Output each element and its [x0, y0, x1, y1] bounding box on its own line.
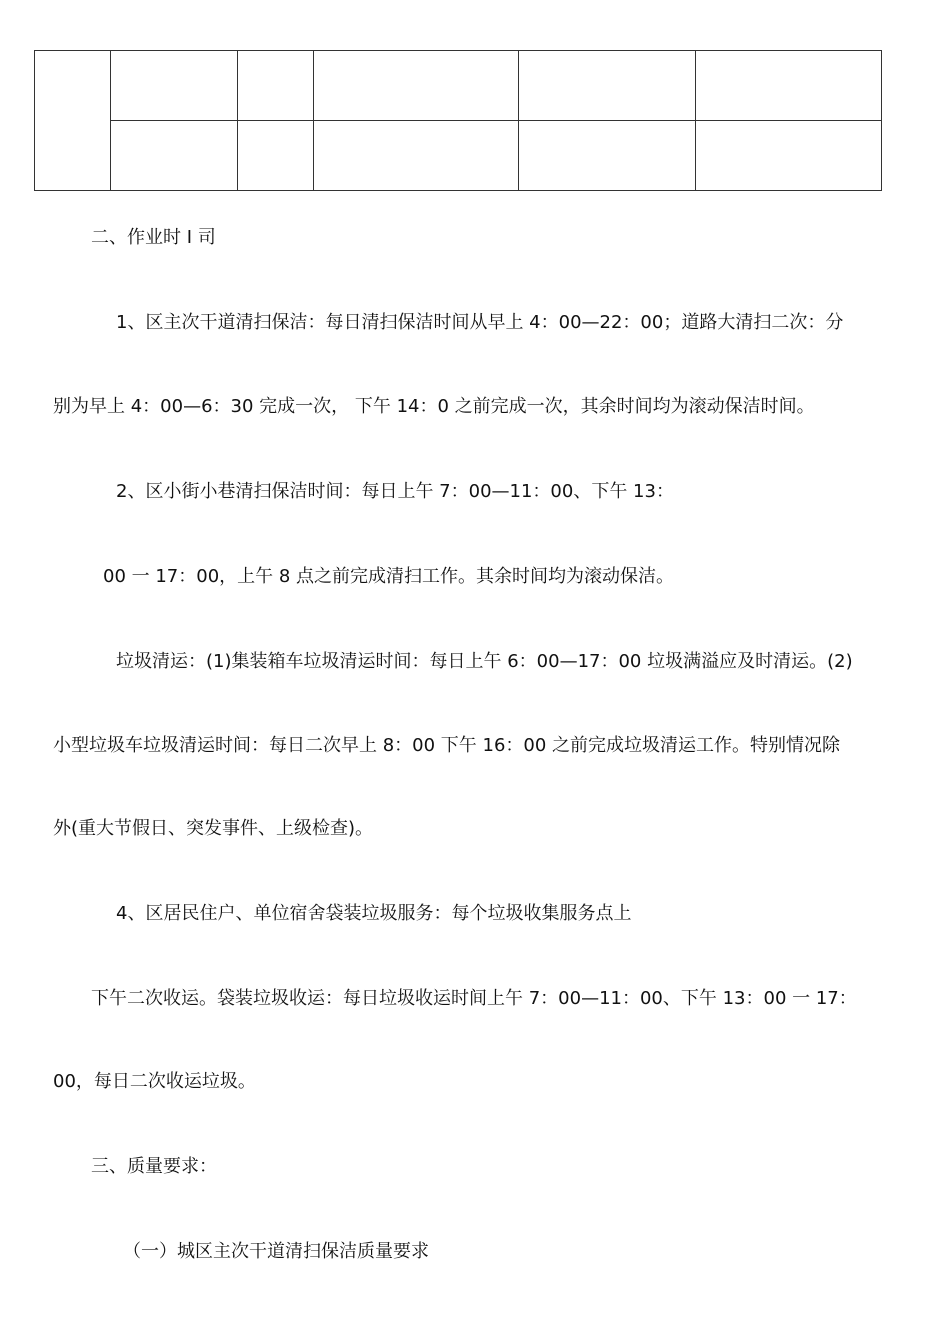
schedule-table-fragment — [34, 50, 882, 191]
table-cell — [111, 51, 238, 121]
paragraph-bagged-garbage-line3: 00，每日二次收运垃圾。 — [53, 1071, 256, 1092]
table-cell — [696, 121, 882, 191]
paragraph-bagged-garbage-line2: 下午二次收运。袋装垃圾收运：每日垃圾收运时间上午 7：00—11：00、下午 13：00 一 17： — [91, 988, 857, 1009]
table-cell — [314, 51, 519, 121]
paragraph-garbage-transport-line2: 小型垃圾车垃圾清运时间：每日二次早上 8：00 下午 16：00 之前完成垃圾清运工作。特别情况除 — [53, 735, 841, 756]
paragraph-main-roads-line1: 1、区主次干道清扫保洁：每日清扫保洁时间从早上 4：00—22：00；道路大清扫二次：分 — [116, 312, 844, 333]
table-cell — [696, 51, 882, 121]
paragraph-main-roads-line2: 别为早上 4：00—6：30 完成一次， 下午 14：0 之前完成一次，其余时间均为滚动保洁时间。 — [53, 396, 815, 417]
table-cell — [111, 121, 238, 191]
table-cell — [238, 51, 314, 121]
table-row — [35, 121, 882, 191]
table-cell — [314, 121, 519, 191]
section-heading-quality: 三、质量要求： — [91, 1156, 217, 1177]
table-cell — [519, 51, 696, 121]
paragraph-garbage-transport-line1: 垃圾清运：(1)集装箱车垃圾清运时间：每日上午 6：00—17：00 垃圾满溢应及时清运。(2) — [116, 651, 853, 672]
table-cell — [35, 51, 111, 191]
subsection-heading-main-roads-quality: （一）城区主次干道清扫保洁质量要求 — [123, 1241, 429, 1262]
table-row — [35, 51, 882, 121]
table-cell — [238, 121, 314, 191]
paragraph-alleys-line2: 00 一 17：00，上午 8 点之前完成清扫工作。其余时间均为滚动保洁。 — [103, 566, 675, 587]
section-heading-work-time: 二、作业时 I 司 — [91, 227, 216, 248]
paragraph-bagged-garbage-line1: 4、区居民住户、单位宿舍袋装垃圾服务：每个垃圾收集服务点上 — [116, 903, 632, 924]
paragraph-alleys-line1: 2、区小街小巷清扫保洁时间：每日上午 7：00—11：00、下午 13： — [116, 481, 674, 502]
paragraph-garbage-transport-line3: 外(重大节假日、突发事件、上级检查)。 — [53, 818, 374, 839]
table-cell — [519, 121, 696, 191]
